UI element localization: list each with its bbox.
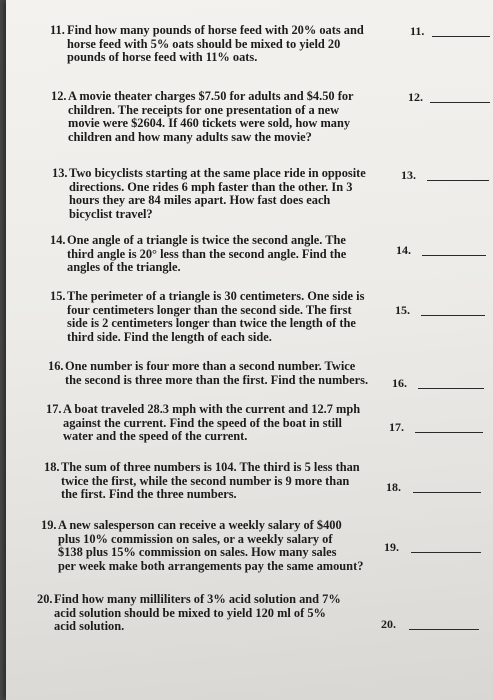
worksheet-page — [6, 0, 493, 700]
answer-blank[interactable] — [430, 102, 490, 103]
answer-blank[interactable] — [427, 180, 489, 181]
answer-blank[interactable] — [432, 36, 490, 37]
problem-text: The perimeter of a triangle is 30 centimeters. One side is four centimeters longer than the second side. The first side is 2 centimeters longer than twice the length of the third side. Find the length of each side. — [67, 289, 365, 344]
answer-13 — [401, 168, 416, 183]
answer-blank[interactable] — [415, 432, 483, 433]
answer-label: 16. — [392, 376, 407, 390]
problem-number: 13. — [52, 166, 68, 180]
answer-20 — [381, 617, 396, 632]
problem-number: 19. — [41, 518, 57, 532]
problem-text: A new salesperson can receive a weekly salary of $400 plus 10% commission on sales, or a weekly salary of $138 plus 15% commission on sales. How many sales per week make both arrangements pay the same amount? — [58, 518, 364, 573]
answer-label: 14. — [396, 243, 411, 257]
answer-16 — [392, 376, 407, 391]
answer-12 — [408, 90, 423, 105]
problem-number: 14. — [50, 233, 66, 247]
problem-text: A movie theater charges $7.50 for adults and $4.50 for children. The receipts for one presentation of a new movie were $2604. If 460 tickets were sold, how many children and how many adults saw the movie? — [68, 89, 354, 144]
answer-label: 15. — [395, 303, 410, 317]
answer-blank[interactable] — [409, 629, 479, 630]
answer-label: 18. — [386, 480, 401, 494]
answer-label: 19. — [384, 540, 399, 554]
problem-text: The sum of three numbers is 104. The third is 5 less than twice the first, while the second number is 9 more than the first. Find the three numbers. — [61, 460, 360, 502]
answer-label: 13. — [401, 168, 416, 182]
answer-label: 17. — [389, 420, 404, 434]
answer-blank[interactable] — [413, 492, 481, 493]
answer-label: 12. — [408, 90, 423, 104]
answer-label: 11. — [410, 24, 425, 38]
answer-19 — [384, 540, 399, 555]
problem-number: 18. — [44, 460, 60, 474]
answer-15 — [395, 303, 410, 318]
problem-text: Two bicyclists starting at the same place ride in opposite directions. One rides 6 mph faster than the other. In 3 hours they are 84 miles apart. How fast does each bicyclist travel? — [69, 166, 366, 221]
answer-label: 20. — [381, 617, 396, 631]
problem-number: 15. — [50, 289, 66, 303]
answer-blank[interactable] — [421, 315, 485, 316]
answer-blank[interactable] — [422, 255, 486, 256]
problem-number: 17. — [46, 402, 62, 416]
answer-blank[interactable] — [411, 552, 481, 553]
problem-text: A boat traveled 28.3 mph with the current and 12.7 mph against the current. Find the speed of the boat in still water and the speed of the current. — [63, 402, 361, 444]
answer-blank[interactable] — [418, 388, 484, 389]
problem-text: One number is four more than a second number. Twice the second is three more than the first. Find the numbers. — [65, 359, 369, 387]
answer-18 — [386, 480, 401, 495]
problem-number: 16. — [48, 359, 64, 373]
answer-17 — [389, 420, 404, 435]
problem-number: 12. — [51, 89, 67, 103]
answer-11 — [410, 24, 424, 39]
problem-text: Find how many milliliters of 3% acid solution and 7% acid solution should be mixed to yield 120 ml of 5% acid solution. — [54, 592, 341, 634]
problem-number: 11. — [50, 23, 65, 37]
problem-text: Find how many pounds of horse feed with 20% oats and horse feed with 5% oats should be mixed to yield 20 pounds of horse feed with 11% oats. — [67, 23, 364, 65]
problem-text: One angle of a triangle is twice the second angle. The third angle is 20° less than the second angle. Find the angles of the triangle. — [67, 233, 347, 275]
problem-number: 20. — [37, 592, 53, 606]
answer-14 — [396, 243, 411, 258]
